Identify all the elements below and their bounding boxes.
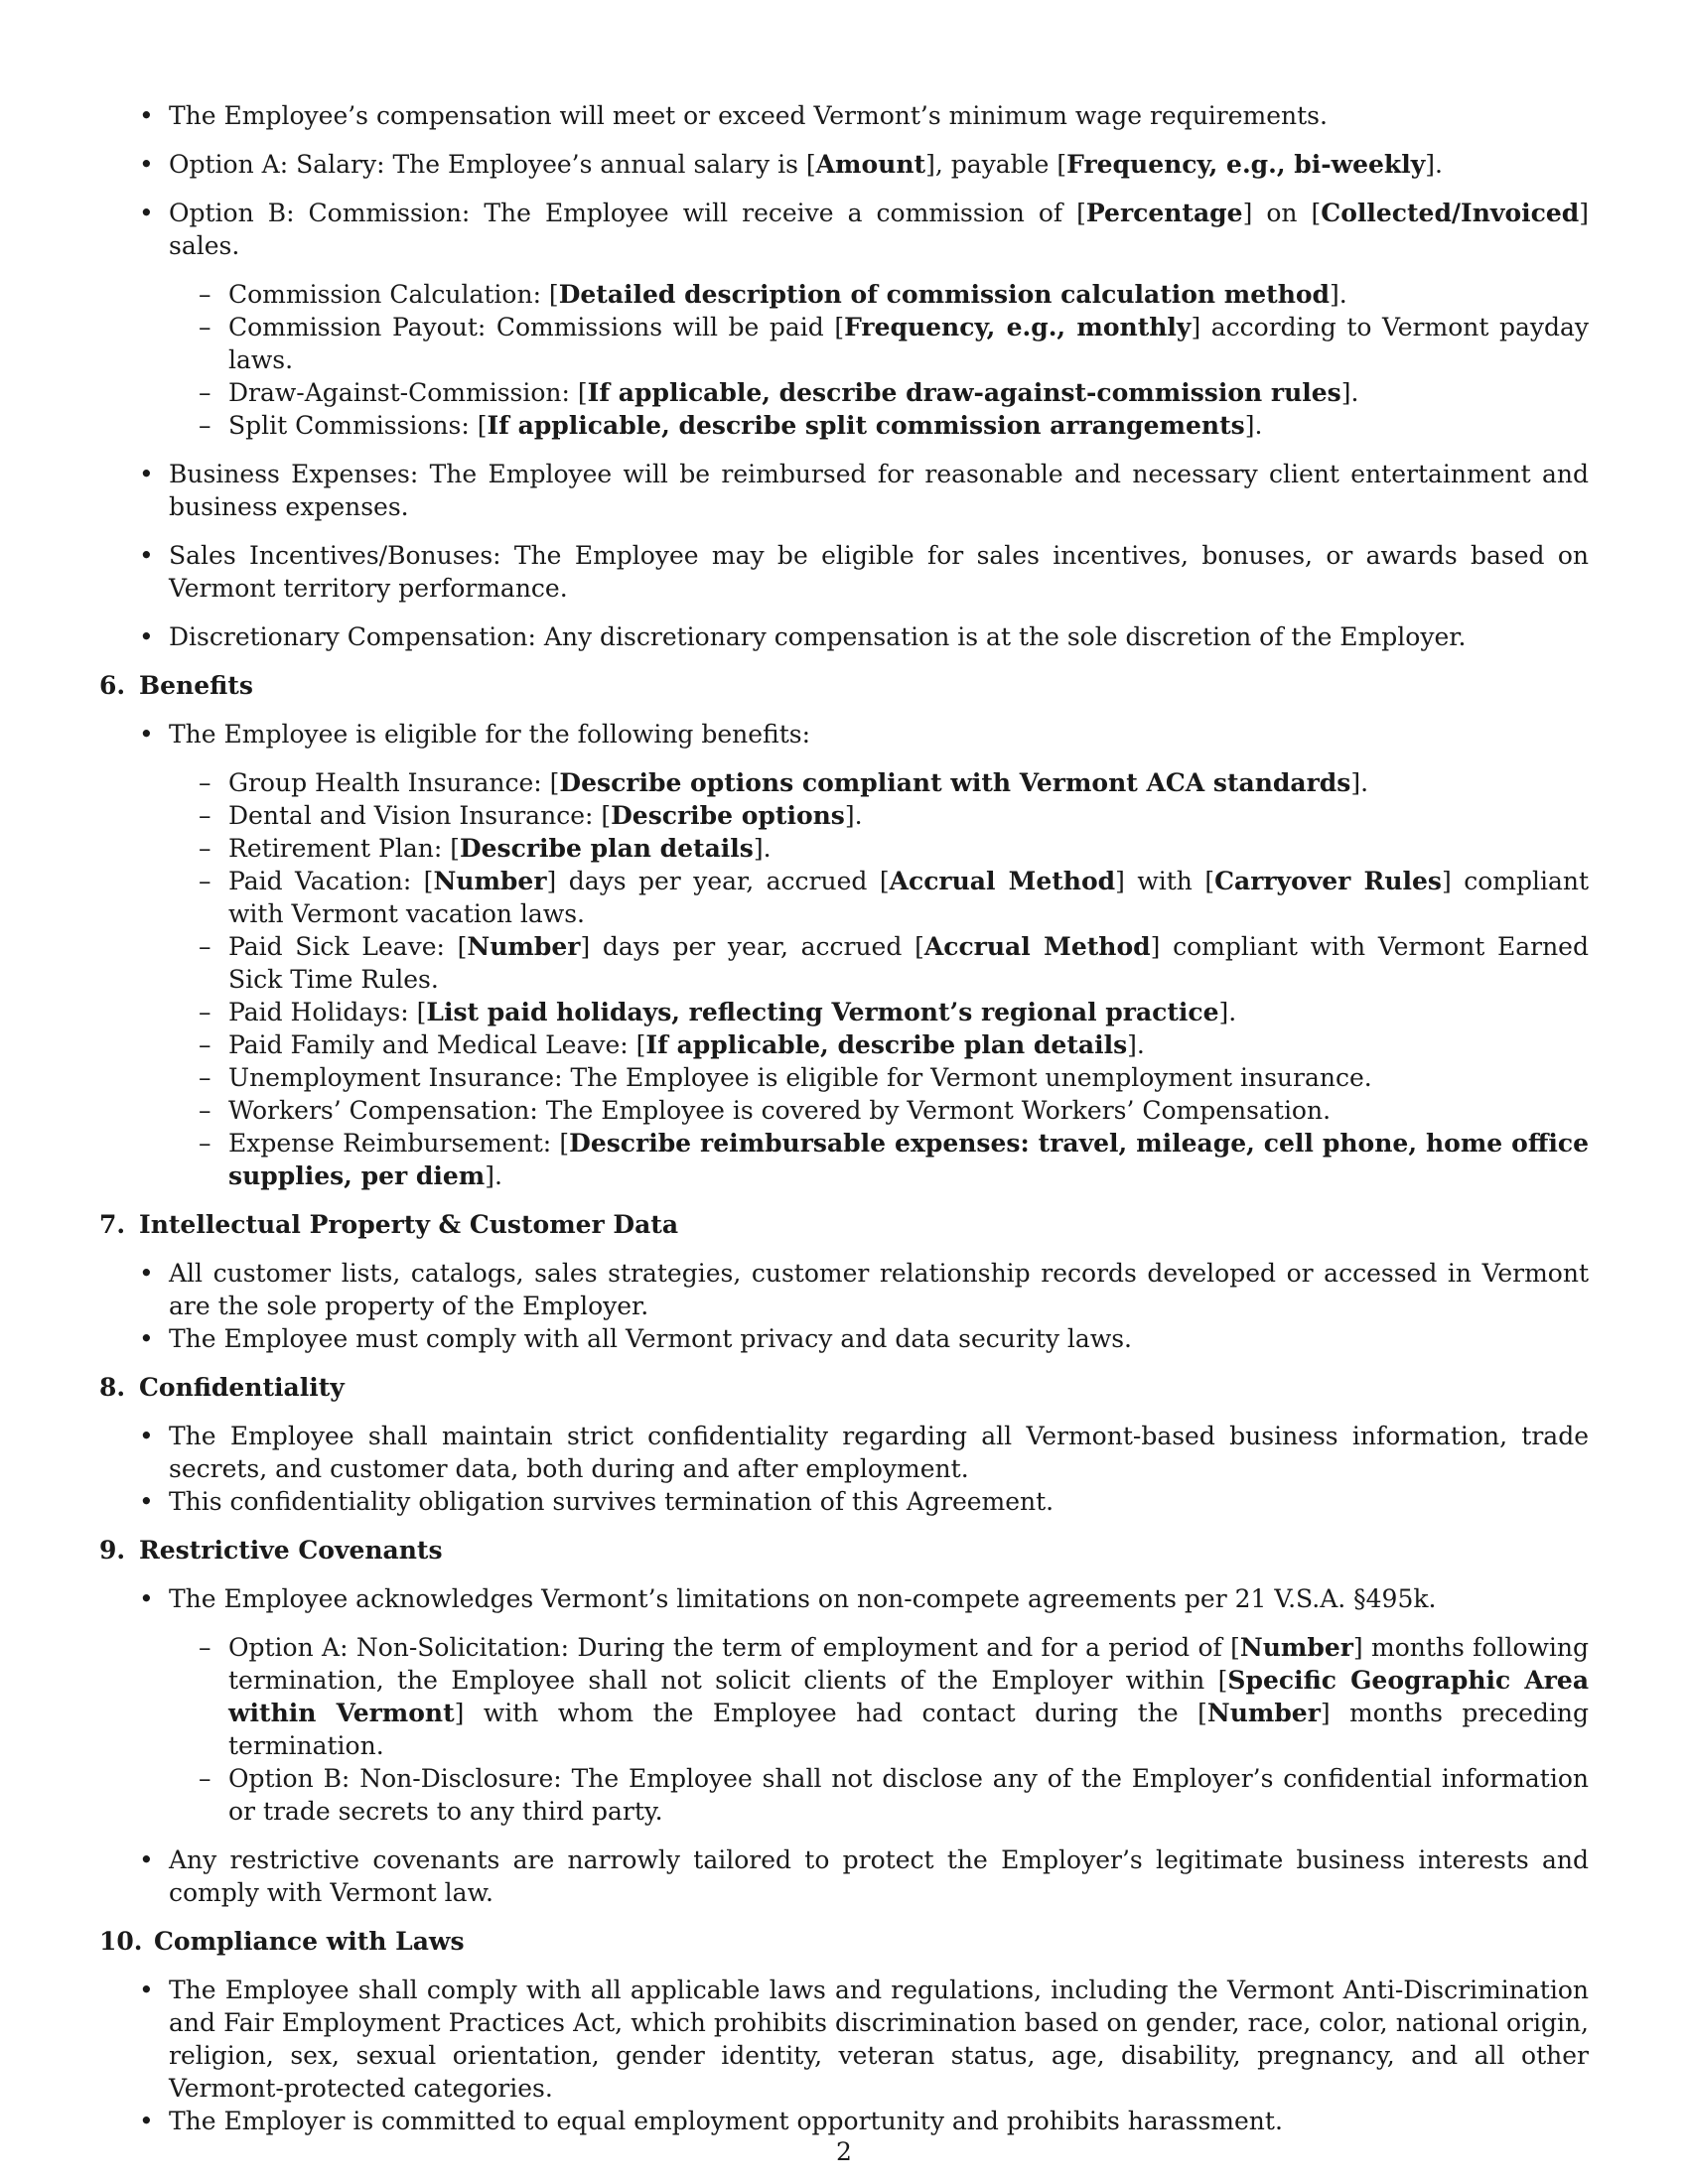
section-restrictive-covenants bbox=[99, 1534, 1589, 1909]
sub-list-item: – Group Health Insurance: [Describe options compliant with Vermont ACA standards]. bbox=[99, 766, 1589, 799]
sub-list-item: – Paid Vacation: [Number] days per year, accrued [Accrual Method] with [Carryover Rules] compliant with Vermont vacation laws. bbox=[99, 865, 1589, 930]
sub-list-item: – Workers’ Compensation: The Employee is covered by Vermont Workers’ Compensation. bbox=[99, 1094, 1589, 1127]
list-item: • Business Expenses: The Employee will be reimbursed for reasonable and necessary client entertainment and business expenses. bbox=[99, 458, 1589, 523]
list-item: • The Employer is committed to equal employment opportunity and prohibits harassment. bbox=[99, 2105, 1589, 2137]
list-item: • The Employee must comply with all Vermont privacy and data security laws. bbox=[99, 1322, 1589, 1355]
sub-list-item: – Expense Reimbursement: [Describe reimbursable expenses: travel, mileage, cell phone, home office supplies, per diem]. bbox=[99, 1127, 1589, 1192]
benefits-sublist bbox=[99, 766, 1589, 1192]
sub-list-item: – Paid Sick Leave: [Number] days per year, accrued [Accrual Method] compliant with Vermont Earned Sick Time Rules. bbox=[99, 930, 1589, 996]
sub-list-item: – Retirement Plan: [Describe plan details]. bbox=[99, 832, 1589, 865]
list-item: • The Employee’s compensation will meet or exceed Vermont’s minimum wage requirements. bbox=[99, 99, 1589, 132]
document-page bbox=[99, 99, 1589, 2153]
section-heading: 9. Restrictive Covenants bbox=[99, 1536, 443, 1565]
sub-list-item: – Draw-Against-Commission: [If applicable, describe draw-against-commission rules]. bbox=[99, 376, 1589, 409]
sub-list-item: – Option B: Non-Disclosure: The Employee shall not disclose any of the Employer’s confidential information or trade secrets to any third party. bbox=[99, 1762, 1589, 1828]
section-confidentiality bbox=[99, 1371, 1589, 1518]
list-item: • Option B: Commission: The Employee will receive a commission of [Percentage] on [Collected/Invoiced] sales. – Commission Calculation: [Detailed description of commission calculation method]. – Commission Payout: Commissions will be paid [Frequency, e.g., monthly] according to Vermont payday laws. – Draw-Against-Commission: [If applicable, describe draw-against-commission rules]. – Split Commissions: [If applicable, describe split commission arrangements]. bbox=[99, 197, 1589, 442]
section-heading: 6. Benefits bbox=[99, 671, 253, 700]
page-number: 2 bbox=[836, 2137, 852, 2166]
list-item: • The Employee shall maintain strict confidentiality regarding all Vermont-based business information, trade secrets, and customer data, both during and after employment. bbox=[99, 1420, 1589, 1485]
sub-list-item: – Dental and Vision Insurance: [Describe options]. bbox=[99, 799, 1589, 832]
list-item: • Sales Incentives/Bonuses: The Employee may be eligible for sales incentives, bonuses, or awards based on Vermont territory performance. bbox=[99, 539, 1589, 605]
sub-list-item: – Commission Payout: Commissions will be paid [Frequency, e.g., monthly] according to Vermont payday laws. bbox=[99, 311, 1589, 376]
list-item: • This confidentiality obligation survives termination of this Agreement. bbox=[99, 1485, 1589, 1518]
sub-list-item: – Split Commissions: [If applicable, describe split commission arrangements]. bbox=[99, 409, 1589, 442]
sub-list-item: – Commission Calculation: [Detailed description of commission calculation method]. bbox=[99, 278, 1589, 311]
section-intellectual-property bbox=[99, 1208, 1589, 1355]
section-heading: 7. Intellectual Property & Customer Data bbox=[99, 1210, 679, 1239]
list-item: • Discretionary Compensation: Any discretionary compensation is at the sole discretion of the Employer. bbox=[99, 620, 1589, 653]
compensation-list bbox=[99, 99, 1589, 653]
list-item: • Any restrictive covenants are narrowly tailored to protect the Employer’s legitimate business interests and comply with Vermont law. bbox=[99, 1843, 1589, 1909]
restrictive-sublist bbox=[99, 1631, 1589, 1828]
list-item: • Option A: Salary: The Employee’s annual salary is [Amount], payable [Frequency, e.g., bi-weekly]. bbox=[99, 148, 1589, 181]
sub-list-item: – Unemployment Insurance: The Employee is eligible for Vermont unemployment insurance. bbox=[99, 1061, 1589, 1094]
section-benefits bbox=[99, 669, 1589, 1192]
sub-list-item: – Paid Holidays: [List paid holidays, reflecting Vermont’s regional practice]. bbox=[99, 996, 1589, 1028]
section-compliance bbox=[99, 1925, 1589, 2137]
section-heading: 10. Compliance with Laws bbox=[99, 1927, 465, 1956]
list-item: • The Employee is eligible for the following benefits: – Group Health Insurance: [Describe options compliant with Vermont ACA standards]. – Dental and Vision Insurance: [Describe options]. – Retirement Plan: [Describe plan details]. – Paid Vacation: [Number] days per year, accrued [Accrual Method] with [Carryover Rules] compliant with Vermont vacation laws. – Paid Sick Leave: [Number] days per year, accrued [Accrual Method] compliant with Vermont Earned Sick Time Rules. – Paid Holidays: [List paid holidays, reflecting Vermont’s regional practice]. – Paid Family and Medical Leave: [If applicable, describe plan details]. – Unemployment Insurance: The Employee is eligible for Vermont unemployment insurance. – Workers’ Compensation: The Employee is covered by Vermont Workers’ Compensation. – Expense Reimbursement: [Describe reimbursable expenses: travel, mileage, cell phone, home office supplies, per diem]. bbox=[99, 718, 1589, 1192]
section-heading: 8. Confidentiality bbox=[99, 1373, 345, 1402]
commission-sublist bbox=[99, 278, 1589, 442]
sub-list-item: – Option A: Non-Solicitation: During the term of employment and for a period of [Number] months following termination, the Employee shall not solicit clients of the Employer within [Specific Geographic Area within Vermont] with whom the Employee had contact during the [Number] months preceding termination. bbox=[99, 1631, 1589, 1762]
sub-list-item: – Paid Family and Medical Leave: [If applicable, describe plan details]. bbox=[99, 1028, 1589, 1061]
list-item: • All customer lists, catalogs, sales strategies, customer relationship records developed or accessed in Vermont are the sole property of the Employer. bbox=[99, 1257, 1589, 1322]
list-item: • The Employee shall comply with all applicable laws and regulations, including the Vermont Anti-Discrimination and Fair Employment Practices Act, which prohibits discrimination based on gender, race, color, national origin, religion, sex, sexual orientation, gender identity, veteran status, age, disability, pregnancy, and all other Vermont-protected categories. bbox=[99, 1974, 1589, 2105]
list-item: • The Employee acknowledges Vermont’s limitations on non-compete agreements per 21 V.S.A. §495k. – Option A: Non-Solicitation: During the term of employment and for a period of [Number] months following termination, the Employee shall not solicit clients of the Employer within [Specific Geographic Area within Vermont] with whom the Employee had contact during the [Number] months preceding termination. – Option B: Non-Disclosure: The Employee shall not disclose any of the Employer’s confidential information or trade secrets to any third party. bbox=[99, 1582, 1589, 1828]
